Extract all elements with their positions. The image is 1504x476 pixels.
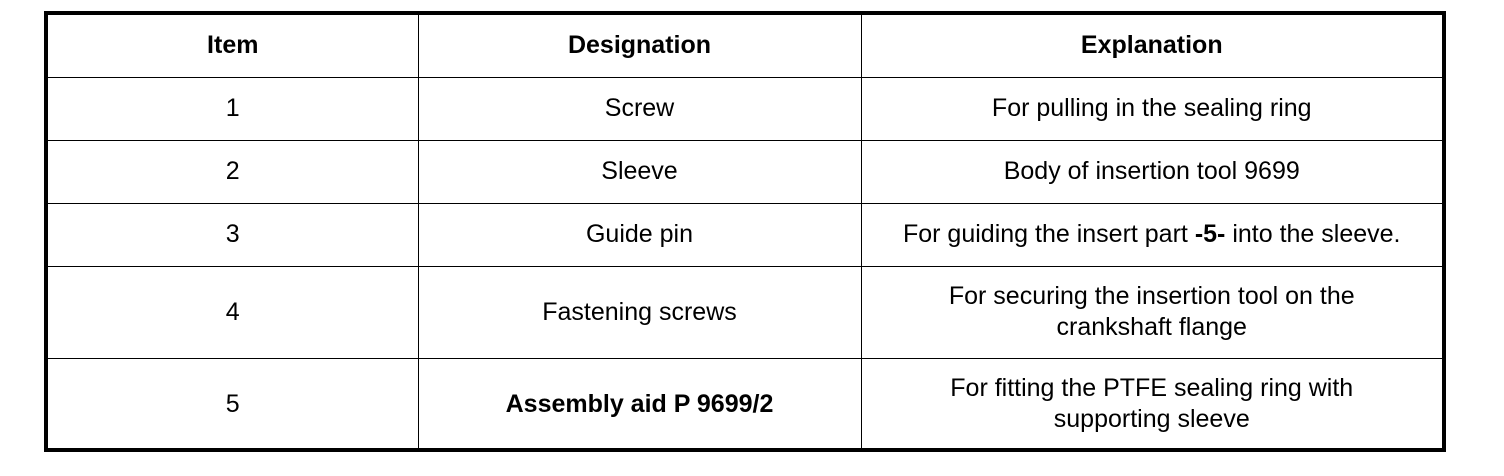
cell-item: 3: [48, 203, 418, 266]
explanation-text: Body of insertion tool 9699: [1003, 157, 1300, 185]
table-header-row: [48, 15, 1442, 77]
table-row: [48, 266, 1442, 358]
table-row: [48, 77, 1442, 140]
cell-item: 2: [48, 140, 418, 203]
cell-designation: Fastening screws: [418, 266, 861, 358]
cell-item: 1: [48, 77, 418, 140]
part-reference: -5-: [1194, 220, 1226, 248]
cell-explanation: [861, 140, 1442, 203]
explanation-text: For pulling in the sealing ring: [991, 94, 1312, 122]
parts-table: [48, 15, 1442, 450]
parts-table-frame: [44, 11, 1446, 452]
cell-item: 5: [48, 358, 418, 450]
explanation-text: For guiding the insert part: [902, 220, 1195, 248]
explanation-line-2: crankshaft flange: [1056, 313, 1247, 341]
cell-designation: Screw: [418, 77, 861, 140]
header-item: Item: [48, 15, 418, 77]
cell-item: 4: [48, 266, 418, 358]
cell-designation: Assembly aid P 9699/2: [418, 358, 861, 450]
cell-explanation: [861, 203, 1442, 266]
explanation-text-end: into the sleeve.: [1225, 220, 1401, 248]
table-row: [48, 358, 1442, 450]
explanation-line-1: For securing the insertion tool on the: [948, 282, 1355, 310]
header-designation: Designation: [418, 15, 861, 77]
table-row: [48, 140, 1442, 203]
cell-explanation: [861, 266, 1442, 358]
cell-designation: Sleeve: [418, 140, 861, 203]
cell-explanation: [861, 358, 1442, 450]
table-row: [48, 203, 1442, 266]
cell-explanation: [861, 77, 1442, 140]
explanation-line-2: supporting sleeve: [1053, 405, 1250, 434]
header-explanation: Explanation: [861, 15, 1442, 77]
explanation-line-1: For fitting the PTFE sealing ring with: [950, 374, 1354, 403]
cell-designation: Guide pin: [418, 203, 861, 266]
